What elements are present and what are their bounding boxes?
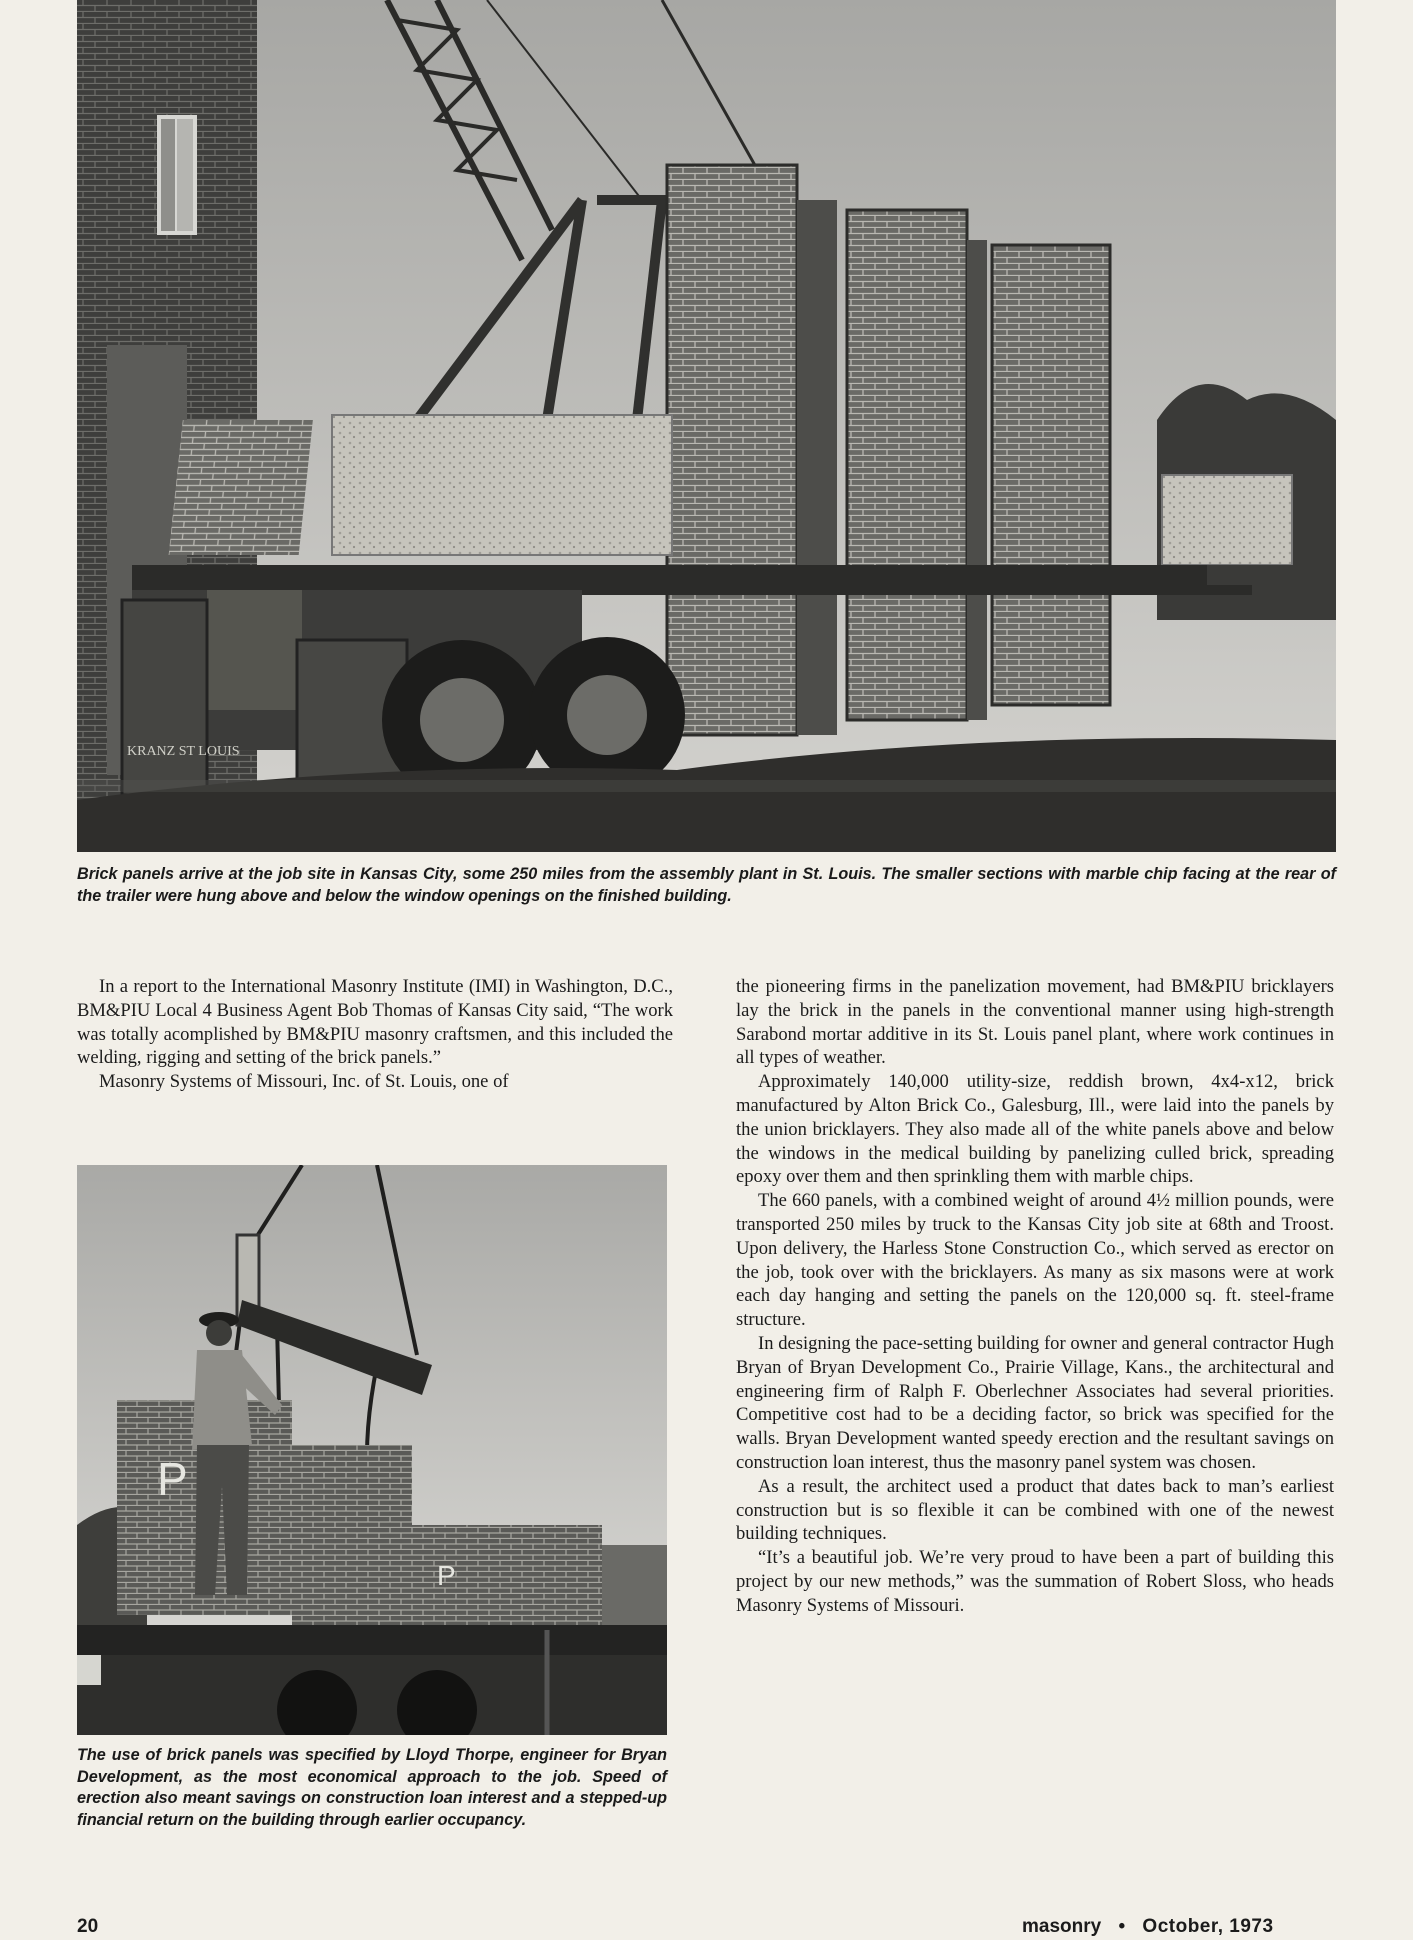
left-paragraph: Masonry Systems of Missouri, Inc. of St. Louis, one of	[99, 1071, 509, 1093]
svg-text:P: P	[437, 1560, 456, 1591]
right-paragraph: Approximately 140,000 utility-size, reddish brown, 4x4-x12, brick manufactured by Alton Brick Co., Galesburg, Ill., were laid into the panels by the union bricklayers. They also made all of the white panels above and below the windows in the medical building by panelizing culled brick, spreading epoxy over them and then sprinkling them with marble chips.	[736, 1071, 1334, 1188]
bottom-photo-caption: The use of brick panels was specified by Lloyd Thorpe, engineer for Bryan Development, as the most economical approach to the job. Speed of erection also meant savings on construction loan interest and a stepped-up financial return on the building through earlier occupancy.	[77, 1746, 667, 1829]
left-paragraph: In a report to the International Masonry Institute (IMI) in Washington, D.C., BM&PIU Local 4 Business Agent Bob Thomas of Kansas City said, “The work was totally acomplished by BM&PIU masonry craftsmen, and this included the welding, rigging and setting of the brick panels.”	[77, 976, 673, 1069]
truck-door-text-left: KRANZ ST LOUIS	[127, 744, 240, 759]
right-paragraph: In designing the pace-setting building for owner and general contractor Hugh Bryan of Bryan Development Co., Prairie Village, Kans., the architectural and engineering firm of Ralph F. Oberlechner Associates had several priorities. Competitive cost had to be a deciding factor, so brick was specified for the walls. Bryan Development wanted speedy erection and the resultant savings on construction loan interest, thus the masonry panel system was chosen.	[736, 1332, 1334, 1473]
footer-publication	[1022, 1916, 1274, 1938]
magazine-name: masonry	[1022, 1916, 1102, 1937]
right-column	[736, 975, 1334, 1618]
right-continuation: the pioneering firms in the panelization movement, had BM&PIU bricklayers lay the brick in the panels in the conventional manner using high-strength Sarabond mortar additive in its St. Louis panel plant, where work continues in all types of weather.	[736, 976, 1334, 1069]
footer-bullet: •	[1118, 1916, 1126, 1937]
bottom-photo	[77, 1165, 667, 1735]
issue-date: October, 1973	[1142, 1916, 1274, 1937]
top-photo	[77, 0, 1336, 852]
right-paragraph: The 660 panels, with a combined weight of around 4½ million pounds, were transported 250 miles by truck to the Kansas City job site at 68th and Troost. Upon delivery, the Harless Stone Construction Co., which served as erector on the job, took over with the bricklayers. As many as six masons were at work each day hanging and setting the panels on the 120,000 sq. ft. steel-frame structure.	[736, 1190, 1334, 1331]
top-photo-caption: Brick panels arrive at the job site in Kansas City, some 250 miles from the assembly plant in St. Louis. The smaller sections with marble chip facing at the rear of the trailer were hung above and below the window openings on the finished building.	[77, 865, 1336, 905]
right-paragraph: “It’s a beautiful job. We’re very proud to have been a part of building this project by our new methods,” was the summation of Robert Sloss, who heads Masonry Systems of Missouri.	[736, 1547, 1334, 1616]
svg-text:P: P	[157, 1453, 188, 1505]
page-number: 20	[77, 1916, 99, 1937]
right-paragraph: As a result, the architect used a product that dates back to man’s earliest construction but is so flexible it can be combined with one of the newest building techniques.	[736, 1475, 1334, 1545]
left-column	[77, 975, 673, 1094]
